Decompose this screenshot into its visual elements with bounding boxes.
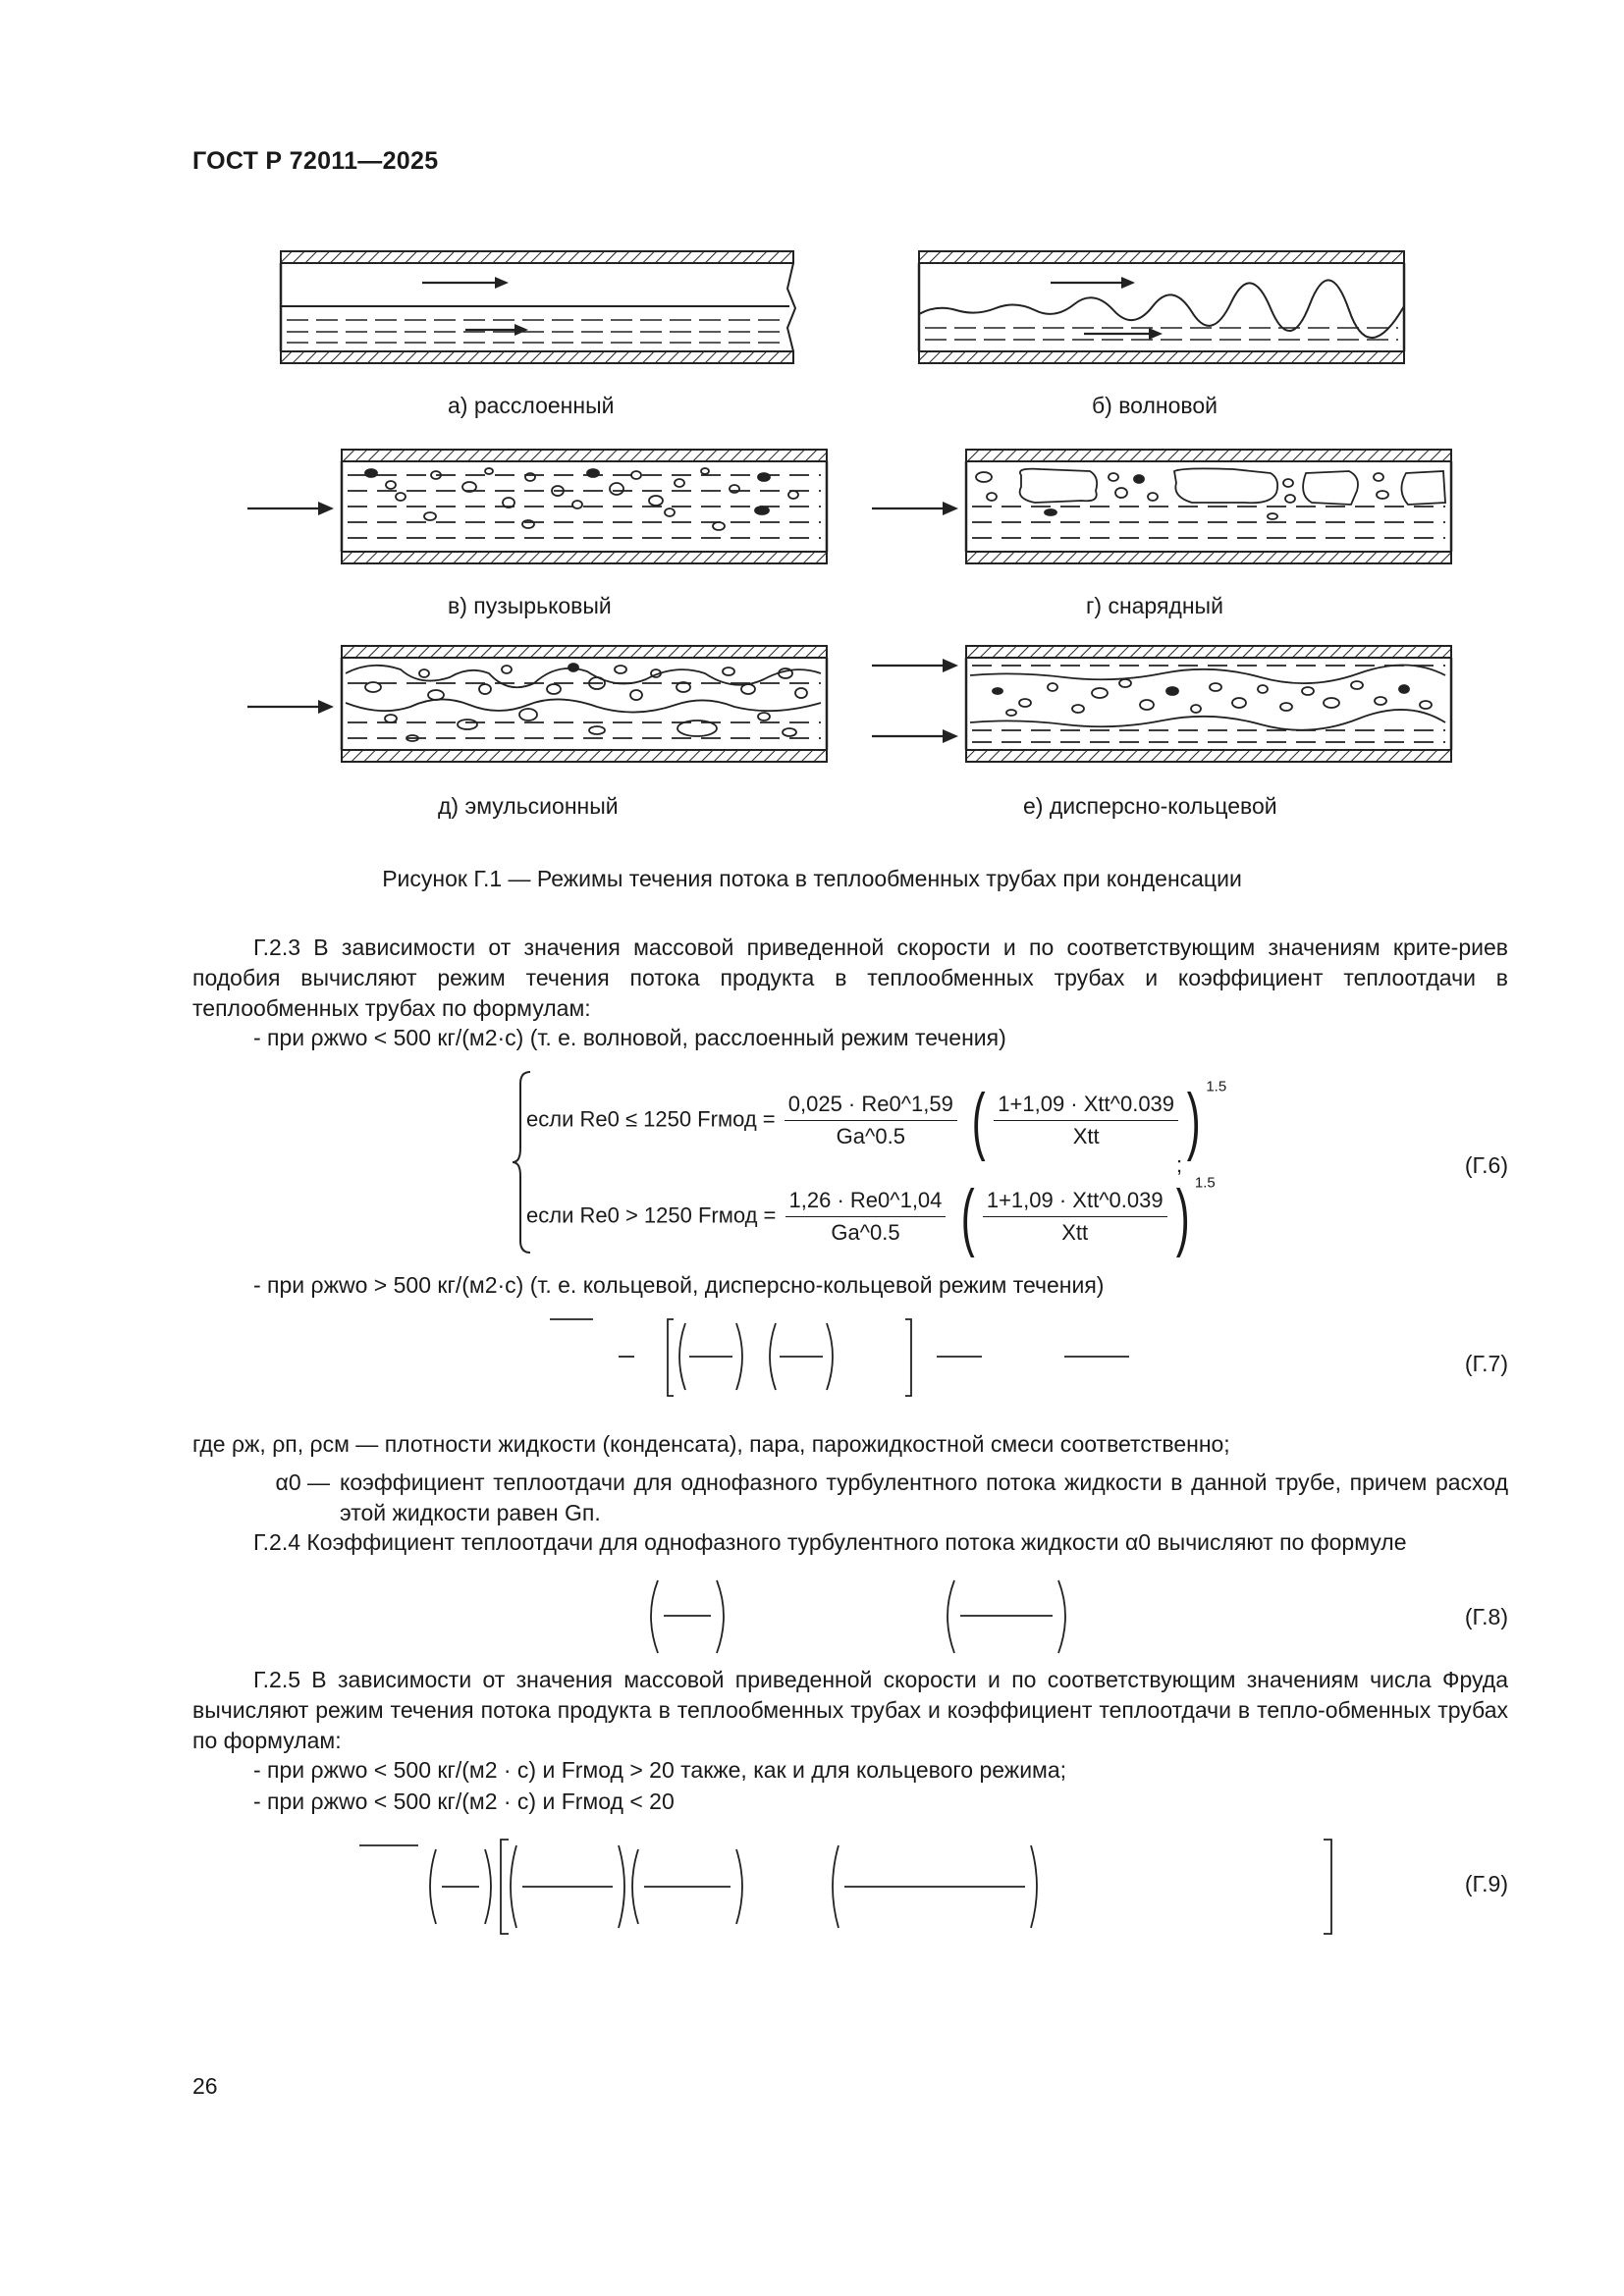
figure-caption-b: б) волновой bbox=[1092, 393, 1218, 418]
paragraph-g24: Г.2.4 Коэффициент теплоотдачи для однофазного турбулентного потока жидкости α0 вычисляют по формуле bbox=[253, 1529, 1407, 1555]
figure-panel-a bbox=[281, 249, 797, 367]
eq6-inner-1 bbox=[994, 1092, 1178, 1149]
eq6-cond-2: если Re0 > 1250 Frмод = bbox=[526, 1202, 777, 1228]
eq6-inner-num-1: 1+1,09 · Xtt^0.039 bbox=[994, 1092, 1178, 1121]
figure-panel-f bbox=[868, 644, 1457, 766]
equation-g8 bbox=[601, 1575, 1111, 1659]
eq6-num-2: 1,26 · Re0^1,04 bbox=[785, 1188, 947, 1217]
eq6-inner-num-2: 1+1,09 · Xtt^0.039 bbox=[983, 1188, 1167, 1217]
definition-desc: плотности жидкости (конденсата), пара, парожидкостной смеси соответственно; bbox=[384, 1431, 1230, 1457]
figure-panel-b bbox=[917, 249, 1408, 367]
figure-caption-d: г) снарядный bbox=[1086, 593, 1223, 618]
condition-line-4: - при ρжwo < 500 кг/(м2 · с) и Frмод < 20 bbox=[253, 1789, 675, 1814]
eq6-cond-1: если Re0 ≤ 1250 Frмод = bbox=[526, 1106, 776, 1132]
equation-number-g6: (Г.6) bbox=[1464, 1152, 1508, 1178]
equation-number-g8: (Г.8) bbox=[1464, 1604, 1508, 1629]
figure-caption-c: в) пузырьковый bbox=[448, 593, 612, 618]
eq6-frac-2 bbox=[785, 1188, 947, 1246]
definition-desc: коэффициент теплоотдачи для однофазного турбулентного потока жидкости в данной трубе, причем расход этой жидкости равен Gп. bbox=[340, 1469, 1508, 1525]
page-number: 26 bbox=[192, 2073, 218, 2099]
equation-g7 bbox=[544, 1311, 1172, 1406]
eq6-inner-2 bbox=[983, 1188, 1167, 1246]
condition-line-3: - при ρжwo < 500 кг/(м2 · с) и Frмод > 20 также, как и для кольцевого режима; bbox=[253, 1757, 1067, 1783]
eq6-frac-1 bbox=[785, 1092, 957, 1149]
definition-term: α0 — bbox=[275, 1469, 330, 1495]
figure-caption-f: е) дисперсно-кольцевой bbox=[1023, 793, 1277, 819]
eq6-semicolon: ; bbox=[1176, 1152, 1183, 1177]
figure-caption-e: д) эмульсионный bbox=[438, 793, 619, 819]
equation-g9 bbox=[353, 1832, 1345, 1940]
paragraph-g25: Г.2.5 В зависимости от значения массовой приведенной скорости и по соответствующим значениям числа Фруда вычисляют режим течения потока продукта в теплообменных трубах и коэффициент теплоотдачи в тепло-обменных трубах по формулам: bbox=[192, 1667, 1508, 1753]
equation-g6-line1: если Re0 ≤ 1250 Frмод = $\frac{0,025 \cdot Re0\^{}1,59}{Ga\^{}0.5}$ ( $\frac{\text{1+1,09 · Xtt\textasciicircum{}0.039}}{\text{Xtt}}$ ) $^{1.5}$ bbox=[526, 1078, 1227, 1162]
figure-panel-d bbox=[868, 448, 1457, 565]
eq6-inner-den-1: Xtt bbox=[1072, 1124, 1100, 1148]
figure-caption-a: а) расслоенный bbox=[448, 393, 615, 418]
definition-row bbox=[192, 1429, 1508, 1460]
paragraph-g23: Г.2.3 В зависимости от значения массовой приведенной скорости и по соответствующим значениям крите-риев подобия вычисляют режим течения потока продукта в теплообменных трубах и коэффициент теплоотдачи в теплообменных трубах по формулам: bbox=[192, 934, 1508, 1021]
document-header: ГОСТ Р 72011—2025 bbox=[192, 147, 439, 175]
definition-term: где ρж, ρп, ρсм — bbox=[192, 1431, 379, 1457]
definitions-list bbox=[192, 1429, 1508, 1528]
eq6-exp-2: 1.5 bbox=[1194, 1174, 1216, 1192]
equation-g6-line2: если Re0 > 1250 Frмод = $\frac{1,26 \cdot Re0\^{}1,04}{Ga\^{}0.5}$ ( $\frac{\text{1+1,09 · Xtt\textasciicircum{}0.039}}{\text{Xtt}}$ ) $^{1.5}$ bbox=[526, 1174, 1216, 1258]
condition-line-1: - при ρжwo < 500 кг/(м2·с) (т. е. волновой, расслоенный режим течения) bbox=[253, 1025, 1006, 1050]
figure-panel-e bbox=[244, 644, 833, 766]
eq6-den-1: Ga^0.5 bbox=[836, 1124, 905, 1148]
figure-panel-c bbox=[244, 448, 833, 565]
eq6-inner-den-2: Xtt bbox=[1061, 1220, 1089, 1245]
condition-line-2: - при ρжwo > 500 кг/(м2·с) (т. е. кольцевой, дисперсно-кольцевой режим течения) bbox=[253, 1272, 1105, 1298]
eq6-den-2: Ga^0.5 bbox=[831, 1220, 900, 1245]
eq6-num-1: 0,025 · Re0^1,59 bbox=[785, 1092, 957, 1121]
figure-caption: Рисунок Г.1 — Режимы течения потока в теплообменных трубах при конденсации bbox=[382, 866, 1242, 891]
eq6-exp-1: 1.5 bbox=[1206, 1078, 1227, 1095]
equation-number-g9: (Г.9) bbox=[1464, 1871, 1508, 1896]
definition-row bbox=[192, 1468, 1508, 1528]
equation-number-g7: (Г.7) bbox=[1464, 1351, 1508, 1376]
